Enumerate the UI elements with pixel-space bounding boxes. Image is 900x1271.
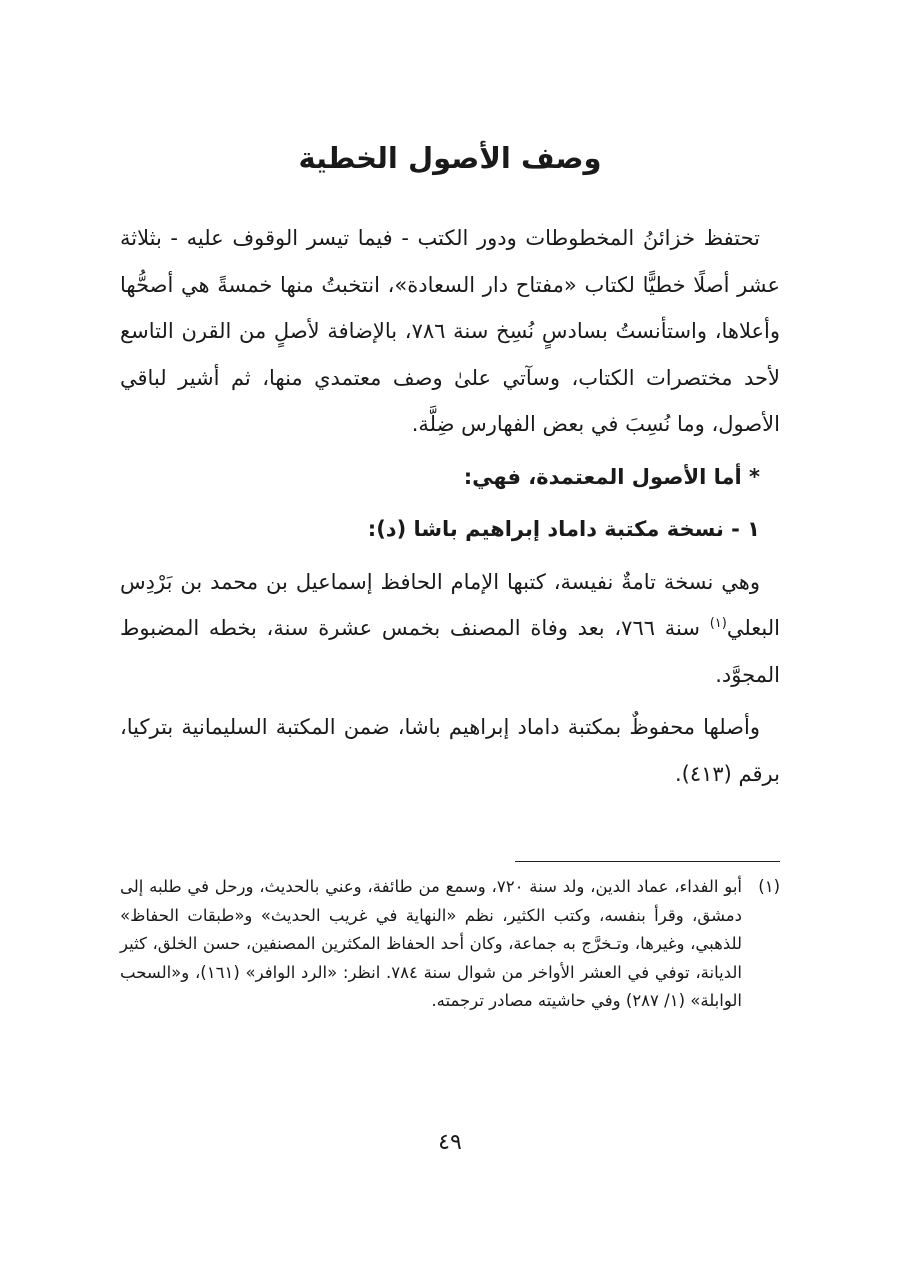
footnote-text: أبو الفداء، عماد الدين، ولد سنة ٧٢٠، وسمع من طائفة، وعني بالحديث، ورحل في طلبه إلى دمشق، وقرأ بنفسه، وكتب الكثير، نظم «النهاية في غريب الحديث» و«طبقات الحفاظ» للذهبي، وغيرها، وتـخرَّج به جماعة، وكان أحد الحفاظ المكثرين المصنفين، حسن الخلق، كثير الديانة، توفي في العشر الأواخر من شوال سنة ٧٨٤. انظر: «الرد الوافر» (١٦١)، و«السحب الوابلة» (١/ ٢٨٧) وفي حاشيته مصادر ترجمته.: [120, 877, 742, 1011]
section-heading: * أما الأصول المعتمدة، فهي:: [463, 464, 760, 489]
footnote-reference[interactable]: (١): [709, 616, 727, 631]
footnote: [120, 873, 780, 1016]
manuscript-heading: ١ - نسخة مكتبة داماد إبراهيم باشا (د):: [367, 517, 760, 541]
footnote-separator: [515, 861, 780, 862]
main-text: [120, 215, 780, 797]
intro-paragraph: تحتفظ خزائنُ المخطوطات ودور الكتب - فيما تيسر الوقوف عليه - بثلاثة عشر أصلًا خطيًّا لكتاب «مفتاح دار السعادة»، انتخبتُ منها خمسةً هي أصحُّها وأعلاها، واستأنستُ بسادسٍ نُسِخ سنة ٧٨٦، بالإضافة لأصلٍ من القرن التاسع لأحد مختصرات الكتاب، وسآتي علىٰ وصف معتمدي منها، ثم أشير لباقي الأصول، وما نُسِبَ في بعض الفهارس ضِلَّة.: [120, 226, 780, 436]
page-number: ٤٩: [438, 1130, 462, 1155]
footnote-number: (١): [758, 877, 780, 896]
description-text-start: وهي نسخة تامةٌ نفيسة، كتبها الإمام الحافظ إسماعيل بن محمد بن بَرْدِس البعلي: [120, 569, 780, 640]
book-page: [120, 0, 780, 1271]
manuscript-location-paragraph: وأصلها محفوظٌ بمكتبة داماد إبراهيم باشا، ضمن المكتبة السليمانية بتركيا، برقم (٤١٣).: [120, 715, 780, 786]
description-text-end: سنة ٧٦٦، بعد وفاة المصنف بخمس عشرة سنة، بخطه المضبوط المجوَّد.: [120, 616, 780, 687]
page-title: وصف الأصول الخطية: [298, 141, 602, 175]
manuscript-description-paragraph: [120, 559, 780, 699]
